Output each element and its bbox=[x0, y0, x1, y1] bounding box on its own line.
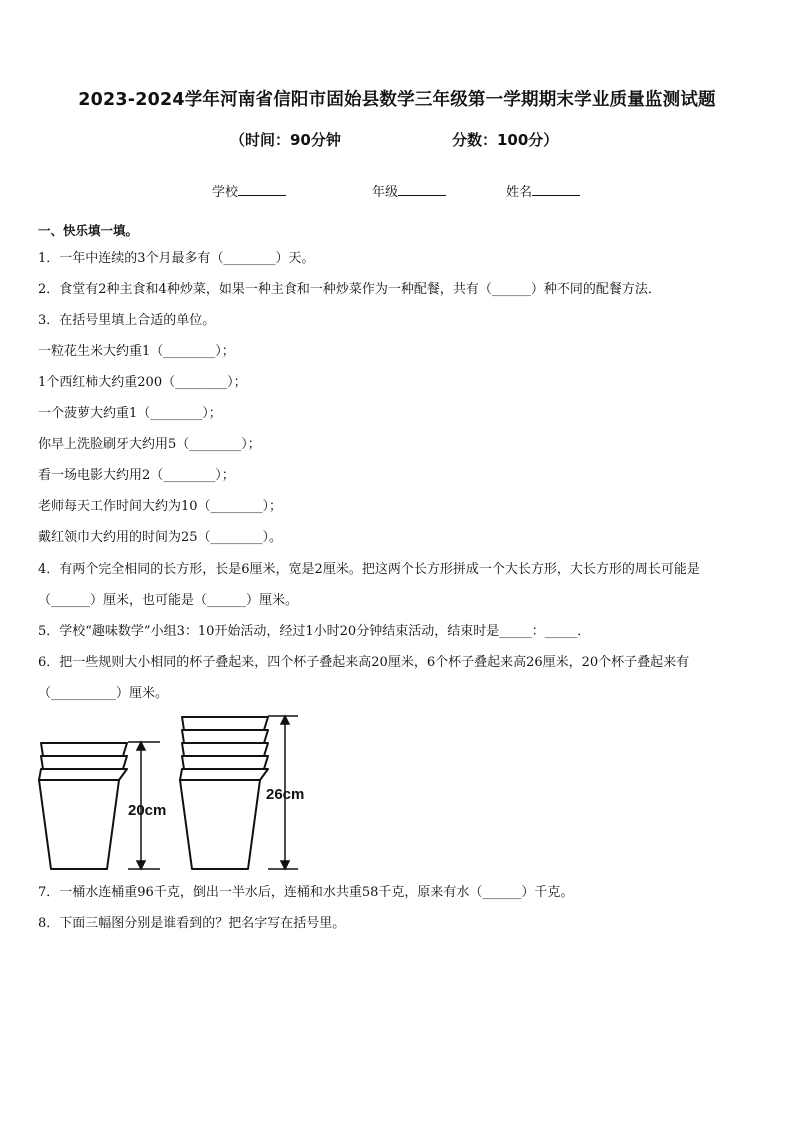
question-1: 1．一年中连续的3个月最多有（________）天。 bbox=[38, 251, 315, 266]
page-title: 2023-2024学年河南省信阳市固始县数学三年级第一学期期末学业质量监测试题 bbox=[78, 90, 716, 110]
exam-score: 分数：100分） bbox=[452, 131, 559, 149]
question-3-item: 老师每天工作时间大约为10（________）； bbox=[38, 499, 283, 514]
question-3: 3．在括号里填上合适的单位。 bbox=[38, 313, 216, 328]
grade-blank[interactable] bbox=[398, 183, 446, 196]
question-6: 6．把一些规则大小相同的杯子叠起来，四个杯子叠起来高20厘米，6个杯子叠起来高26厘米，20个杯子叠起来有 bbox=[38, 655, 690, 670]
grade-field[interactable] bbox=[372, 181, 446, 200]
school-label: 学校 bbox=[212, 185, 239, 200]
question-2: 2．食堂有2种主食和4种炒菜，如果一种主食和一种炒菜作为一种配餐，共有（______）种不同的配餐方法． bbox=[38, 282, 661, 297]
question-7: 7．一桶水连桶重96千克，倒出一半水后，连桶和水共重58千克，原来有水（______）千克。 bbox=[38, 885, 574, 900]
name-blank[interactable] bbox=[532, 183, 580, 196]
question-4: 4．有两个完全相同的长方形，长是6厘米，宽是2厘米。把这两个长方形拼成一个大长方形，大长方形的周长可能是 bbox=[38, 562, 700, 577]
question-3-item: 1个西红柿大约重200（________）； bbox=[38, 375, 247, 390]
section-heading: 一、快乐填一填。 bbox=[38, 223, 139, 238]
stacked-cups-figure bbox=[30, 706, 330, 874]
school-blank[interactable] bbox=[238, 183, 286, 196]
left-cup-stack bbox=[39, 743, 127, 869]
grade-label: 年级 bbox=[372, 185, 399, 200]
height-label-26cm: 26cm bbox=[266, 786, 305, 803]
question-8: 8．下面三幅图分别是谁看到的？把名字写在括号里。 bbox=[38, 916, 346, 931]
question-6-continued: （__________）厘米。 bbox=[38, 686, 169, 701]
question-3-item: 一个菠萝大约重1（________）； bbox=[38, 406, 222, 421]
height-label-20cm: 20cm bbox=[128, 802, 167, 819]
question-5: 5．学校“趣味数学”小组3：10开始活动，经过1小时20分钟结束活动，结束时是_____：_____． bbox=[38, 624, 591, 639]
right-cup-stack bbox=[180, 717, 268, 869]
name-label: 姓名 bbox=[506, 185, 533, 200]
question-3-item: 你早上洗脸刷牙大约用5（________）； bbox=[38, 437, 261, 452]
exam-time: （时间：90分钟 bbox=[230, 131, 341, 149]
question-3-item: 戴红领巾大约用的时间为25（________）。 bbox=[38, 530, 283, 545]
question-3-item: 一粒花生米大约重1（________）； bbox=[38, 344, 235, 359]
question-4-continued: （______）厘米，也可能是（______）厘米。 bbox=[38, 593, 299, 608]
question-3-item: 看一场电影大约用2（________）； bbox=[38, 468, 235, 483]
school-field[interactable] bbox=[212, 181, 286, 200]
name-field[interactable] bbox=[506, 181, 580, 200]
